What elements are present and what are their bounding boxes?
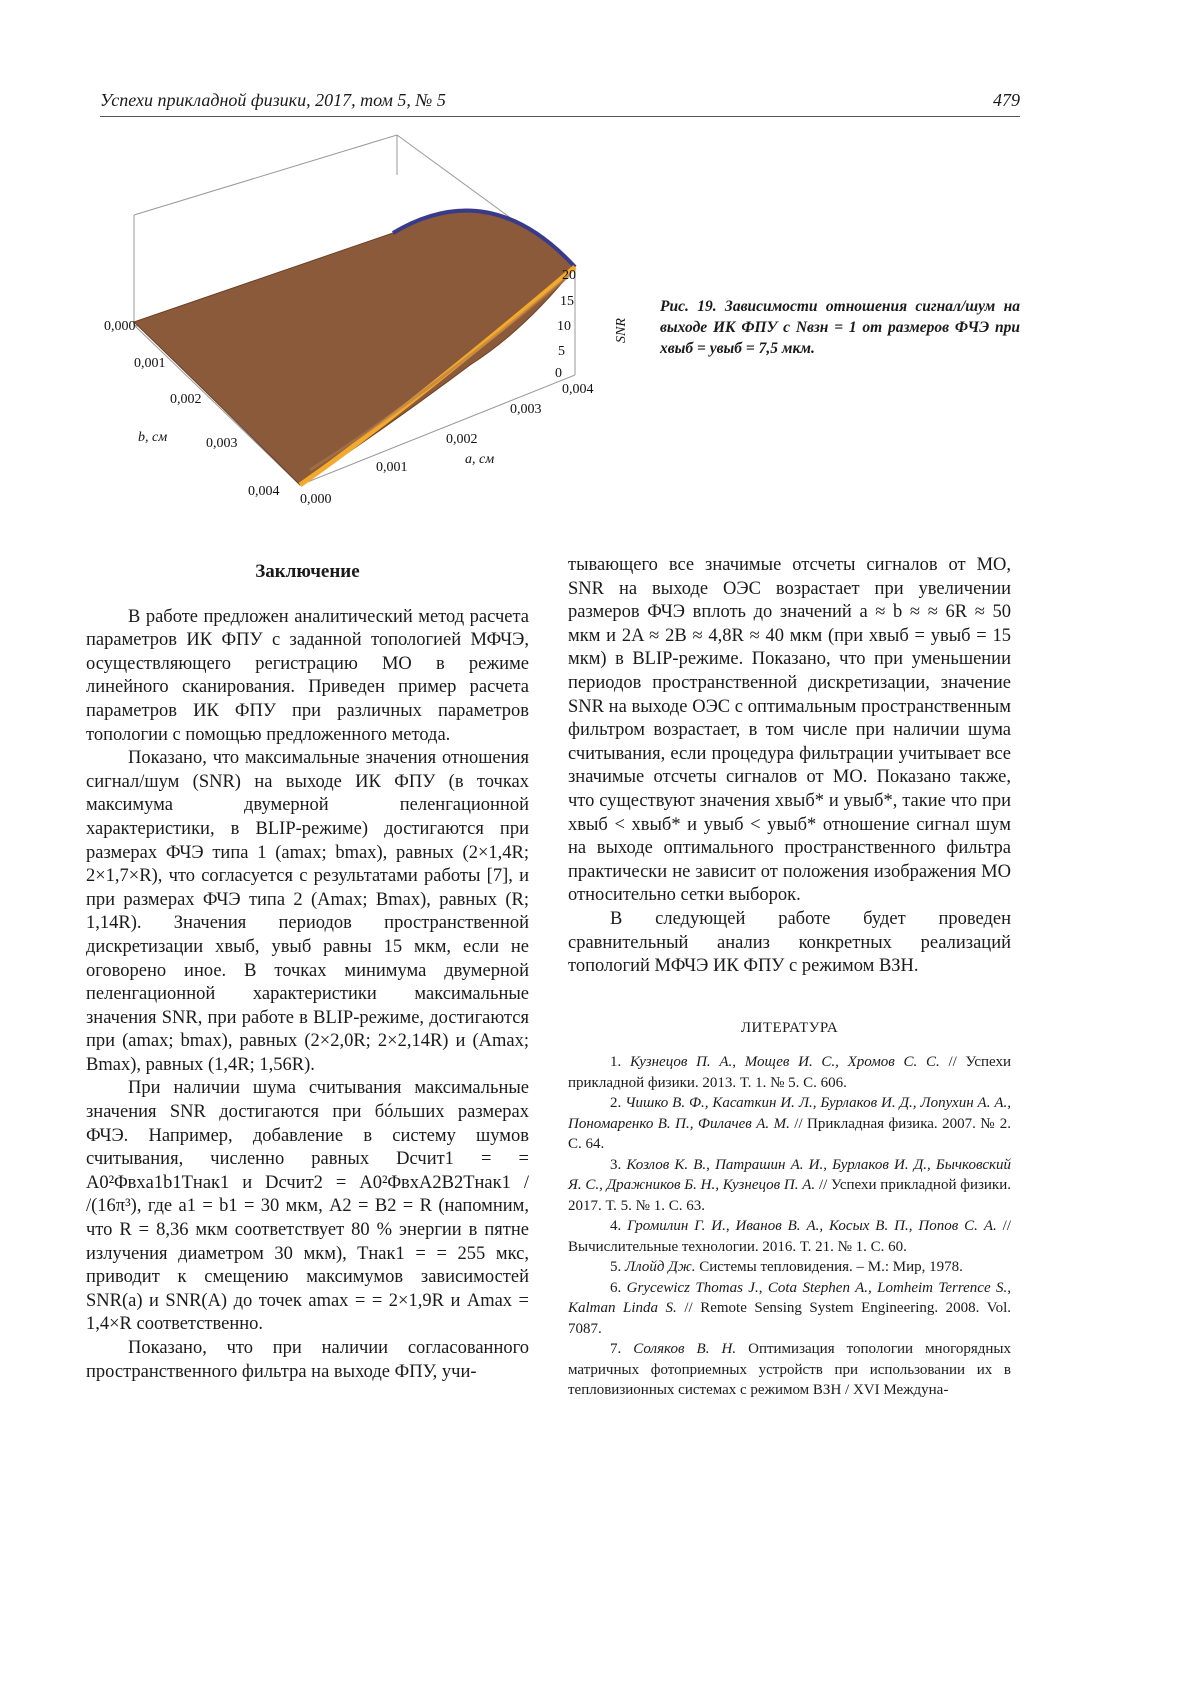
z-tick: 20 [562, 268, 576, 283]
paragraph: В работе предложен аналитический метод расчета параметров ИК ФПУ с заданной топологией МФЧЭ, осуществляющего регистрацию МО в режиме линейного сканирования. Приведен пример расчета параметров ИК ФПУ при различных параметров топологии с помощью предложенного метода. [86, 606, 529, 745]
b-tick: 0,002 [170, 392, 202, 407]
references-list [568, 1052, 1011, 1401]
reference-number: 1. [610, 1054, 630, 1071]
reference-authors: Ллойд Дж. [625, 1259, 696, 1276]
references-title: ЛИТЕРАТУРА [740, 1019, 839, 1036]
reference-text: Оптимизация топологии многорядных матричных фотоприемных устройств при использовании их в тепловизионных системах с режимом ВЗН / XVI Междуна- [568, 1341, 1012, 1399]
z-axis-label: SNR [614, 318, 629, 343]
reference-authors: Громилин Г. И., Иванов В. А., Косых В. П., Попов С. А. [627, 1218, 997, 1235]
figure-caption: Рис. 19. Зависимости отношения сигнал/шум на выходе ИК ФПУ с Nвзн = 1 от размеров ФЧЭ при xвыб = yвыб = 7,5 мкм. [660, 298, 1020, 357]
reference-number: 4. [610, 1218, 628, 1235]
paragraph: тывающего все значимые отсчеты сигналов от МО, SNR на выходе ОЭС возрастает при увеличении размеров ФЧЭ вплоть до значений a ≈ b ≈ ≈ 6R ≈ 50 мкм и 2A ≈ 2B ≈ 4,8R ≈ 40 мкм (при xвыб = yвыб = 15 мкм) в BLIP-режиме. Показано, что при уменьшении периодов пространственной дискретизации, значение SNR на выходе ОЭС с оптимальным пространственным фильтром возрастает, в том числе при наличии шума считывания, если процедура фильтрации учитывает все значимые отсчеты сигналов от МО. Показано также, что существуют значения xвыб* и yвыб*, такие что при xвыб < xвыб* и yвыб < yвыб* отношение сигнал шум на выходе оптимального пространственного фильтра практически не зависит от положения изображения МО относительно сетки выборок. [568, 555, 1011, 906]
reference-text: Системы тепловидения. – М.: Мир, 1978. [695, 1259, 963, 1276]
reference-text: // Прикладная физика. 2007. № 2. С. 64. [568, 1115, 1011, 1153]
reference-item [568, 1257, 1011, 1278]
reference-authors: Кузнецов П. А., Мощев И. С., Хромов С. С. [629, 1054, 940, 1071]
a-tick: 0,000 [300, 492, 332, 507]
a-tick: 0,001 [376, 460, 408, 475]
z-axis [555, 268, 629, 381]
paragraph: В следующей работе будет проведен сравнительный анализ конкретных реализаций топологий МФЧЭ ИК ФПУ с режимом ВЗН. [568, 908, 1011, 977]
reference-authors: Чишко В. Ф., Касаткин И. Л., Бурлаков И. Д., Лопухин А. А., Пономаренко В. П., Филачев А. М. [568, 1095, 1012, 1132]
reference-item [568, 1093, 1011, 1155]
reference-text: // Успехи прикладной физики. 2017. Т. 5. № 1. С. 63. [568, 1177, 1011, 1214]
reference-number: 6. [610, 1279, 627, 1296]
reference-item [568, 1278, 1011, 1340]
paragraph: Показано, что максимальные значения отношения сигнал/шум (SNR) на выходе ИК ФПУ (в точках максимума двумерной пеленгационной характеристики, в BLIP-режиме) достигаются при размерах ФЧЭ типа 1 (amax; bmax), равных (2×1,4R; 2×1,7×R), что согласуется с результатами работы [7], и при размерах ФЧЭ типа 2 (Amax; Bmax), равных (R; 1,14R). Значения периодов пространственной дискретизации xвыб, yвыб равны 15 мкм, если не оговорено иное. В точках минимума двумерной пеленгационной характеристики максимальные значения SNR, при работе в BLIP-режиме, достигаются при (amax; bmax), равных (2×2,0R; 2×2,14R) и (Amax; Bmax), равных (1,4R; 1,56R). [86, 748, 529, 1075]
reference-item [568, 1052, 1011, 1093]
journal-title: Успехи прикладной физики, 2017, том 5, № 5 [100, 90, 446, 110]
reference-text: // Remote Sensing System Engineering. 2008. Vol. 7087. [568, 1300, 1011, 1337]
a-tick: 0,003 [510, 402, 542, 417]
reference-item [568, 1155, 1011, 1217]
z-tick: 5 [558, 344, 565, 359]
z-tick: 0 [555, 366, 562, 381]
paragraph: Показано, что при наличии согласованного пространственного фильтра на выходе ФПУ, учи- [86, 1338, 529, 1382]
left-column [86, 554, 529, 1384]
reference-text: // Успехи прикладной физики. 2013. Т. 1. № 5. С. 606. [568, 1054, 1011, 1091]
reference-number: 3. [610, 1156, 627, 1173]
z-tick: 10 [557, 319, 571, 334]
surface-plot [100, 125, 660, 525]
a-tick: 0,002 [446, 432, 478, 447]
right-column [568, 554, 1011, 1401]
figure-19 [100, 125, 660, 525]
reference-item [568, 1216, 1011, 1257]
section-title: Заключение [255, 561, 360, 582]
b-tick: 0,000 [104, 319, 136, 334]
b-tick: 0,001 [134, 356, 166, 371]
reference-number: 5. [610, 1259, 625, 1276]
reference-text: // Вычислительные технологии. 2016. Т. 21. № 1. С. 60. [568, 1218, 1012, 1255]
b-axis-label: b, см [138, 430, 168, 445]
b-tick: 0,003 [206, 436, 238, 451]
paragraph: При наличии шума считывания максимальные значения SNR достигаются при бóльших размерах ФЧЭ. Например, добавление в систему шумов считывания, численно равных Dсчит1 = = A0²Φвхa1b1Tнак1 и Dсчит2 = A0²ΦвхA2B2Tнак1 / /(16π³), где a1 = b1 = 30 мкм, A2 = B2 = R (напомним, что R = 8,36 мкм соответствует 80 % энергии в пятне излучения диаметром 30 мкм), Tнак1 = = 255 мкс, приводит к смещению максимумов зависимостей SNR(a) и SNR(A) до точек amax = = 2×1,9R и Amax = 1,4×R соответственно. [86, 1078, 529, 1335]
reference-item [568, 1339, 1011, 1401]
a-tick: 0,004 [562, 382, 594, 397]
b-tick: 0,004 [248, 484, 280, 499]
page-number: 479 [993, 90, 1020, 110]
a-axis-label: a, см [465, 452, 495, 467]
reference-authors: Козлов К. В., Патрашин А. И., Бурлаков И. Д., Бычковский Я. С., Дражников Б. Н., Кузнецов П. А. [568, 1156, 1011, 1194]
reference-authors: Grycewicz Thomas J., Cota Stephen A., Lomheim Terrence S., Kalman Linda S. [568, 1279, 1012, 1317]
running-header [100, 86, 1020, 117]
reference-authors: Соляков В. Н. [633, 1341, 737, 1358]
z-tick: 15 [560, 294, 574, 309]
reference-number: 2. [610, 1095, 626, 1112]
reference-number: 7. [610, 1341, 634, 1358]
